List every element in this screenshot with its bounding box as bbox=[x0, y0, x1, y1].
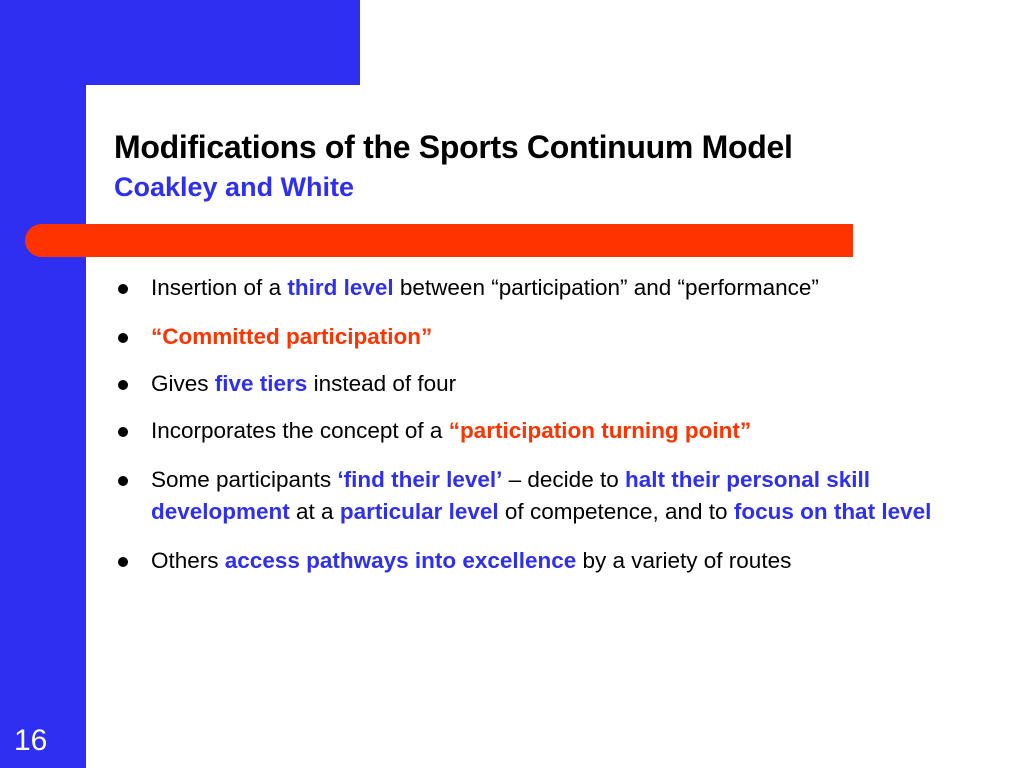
bullet-text: Insertion of a bbox=[151, 275, 288, 300]
slide-title: Modifications of the Sports Continuum Model bbox=[114, 129, 793, 165]
bullet-text: Others bbox=[151, 548, 225, 573]
bullet-dot-icon bbox=[118, 284, 128, 294]
bullet-highlight: particular level bbox=[339, 499, 499, 524]
bullet-highlight: third level bbox=[287, 275, 394, 300]
bullet-dot-icon bbox=[118, 333, 128, 343]
bullet-text: of competence, and to bbox=[498, 499, 734, 524]
bullet-dot-icon bbox=[118, 427, 128, 437]
bullet-highlight: five tiers bbox=[214, 371, 308, 396]
bullet-item bbox=[112, 272, 1002, 304]
bullet-item bbox=[112, 464, 1002, 528]
bullet-item bbox=[112, 368, 1002, 400]
bullet-highlight: “Committed participation” bbox=[151, 324, 433, 349]
bullet-dot-icon bbox=[118, 557, 128, 567]
bullet-item bbox=[112, 321, 1002, 353]
bullet-text: instead of four bbox=[307, 371, 457, 396]
left-blue-band bbox=[0, 0, 86, 768]
bullet-item bbox=[112, 415, 1002, 447]
bullet-text: Some participants bbox=[151, 467, 338, 492]
bullet-text: Incorporates the concept of a bbox=[151, 418, 449, 443]
bullet-text: at a bbox=[289, 499, 340, 524]
bullet-highlight: “participation turning point” bbox=[448, 418, 752, 443]
bullet-text: between “participation” and “performance” bbox=[393, 275, 819, 300]
bullet-highlight: halt their personal skill development bbox=[151, 467, 871, 524]
slide-number: 16 bbox=[14, 724, 48, 757]
top-blue-band bbox=[0, 0, 360, 85]
bullet-list bbox=[112, 272, 1002, 594]
bullet-text: Gives bbox=[151, 371, 215, 396]
bullet-text: – decide to bbox=[502, 467, 625, 492]
bullet-highlight: access pathways into excellence bbox=[224, 548, 577, 573]
bullet-dot-icon bbox=[118, 476, 128, 486]
bullet-highlight: ‘find their level’ bbox=[337, 467, 503, 492]
bullet-dot-icon bbox=[118, 380, 128, 390]
bullet-text: by a variety of routes bbox=[576, 548, 792, 573]
slide-subtitle: Coakley and White bbox=[114, 172, 355, 202]
bullet-item bbox=[112, 545, 1002, 577]
bullet-highlight: focus on that level bbox=[733, 499, 932, 524]
title-divider-bar bbox=[25, 224, 853, 257]
